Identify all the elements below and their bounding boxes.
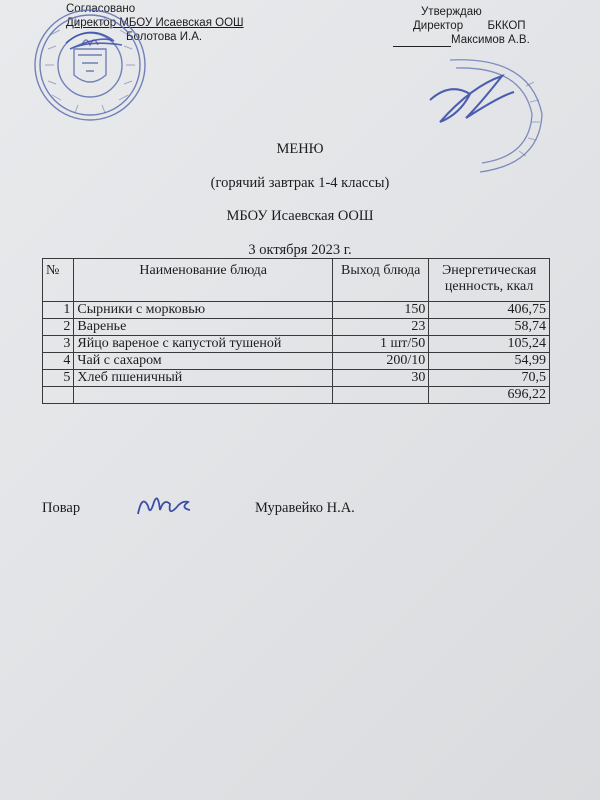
approve-name-line (393, 33, 530, 47)
row-number: 1 (43, 302, 74, 319)
row-number: 5 (43, 370, 74, 387)
page-title: МЕНЮ (276, 141, 324, 157)
school-name: МБОУ Исаевская ООШ (226, 208, 374, 224)
cook-name: Муравейко Н.А. (255, 500, 355, 516)
dish-output: 150 (332, 302, 428, 319)
approve-role-line (393, 19, 530, 33)
column-header-output: Выход блюда (332, 259, 428, 302)
dish-name: Хлеб пшеничный (74, 370, 333, 387)
menu-table (42, 258, 550, 404)
menu-date: 3 октября 2023 г. (248, 241, 352, 258)
cook-label: Повар (42, 500, 81, 516)
dish-kcal: 54,99 (429, 353, 550, 370)
column-header-energy: Энергетическая ценность, ккал (429, 259, 550, 302)
total-row (43, 387, 550, 404)
total-kcal: 696,22 (429, 387, 550, 404)
table-row (43, 302, 550, 319)
approval-director-name: Болотова И.А. (126, 31, 203, 43)
dish-output: 30 (332, 370, 428, 387)
table-row (43, 319, 550, 336)
menu-header (0, 141, 600, 275)
cook-signature (132, 488, 196, 522)
dish-name: Варенье (74, 319, 333, 336)
dish-kcal: 406,75 (429, 302, 550, 319)
approve-role: Директор (413, 20, 464, 32)
total-empty-cell (43, 387, 74, 404)
dish-output: 23 (332, 319, 428, 336)
column-header-number: № (43, 259, 74, 302)
table-row (43, 336, 550, 353)
menu-subtitle: (горячий завтрак 1-4 классы) (210, 174, 390, 191)
dish-name: Сырники с морковью (74, 302, 333, 319)
approve-org: БККОП (487, 20, 526, 32)
approval-block-right (393, 5, 530, 47)
table-row (43, 370, 550, 387)
dish-name: Яйцо вареное с капустой тушеной (74, 336, 333, 353)
dish-output: 1 шт/50 (332, 336, 428, 353)
total-empty-cell (332, 387, 428, 404)
row-number: 3 (43, 336, 74, 353)
column-header-dish: Наименование блюда (74, 259, 333, 302)
row-number: 2 (43, 319, 74, 336)
school-stamp (30, 5, 150, 125)
table-row (43, 353, 550, 370)
dish-kcal: 70,5 (429, 370, 550, 387)
total-empty-cell (74, 387, 333, 404)
dish-output: 200/10 (332, 353, 428, 370)
approval-label: Согласовано (66, 3, 136, 15)
approve-director-name: Максимов А.В. (451, 34, 530, 46)
dish-kcal: 105,24 (429, 336, 550, 353)
approval-director-line: Директор МБОУ Исаевская ООШ (66, 17, 244, 29)
table-header-row (43, 259, 550, 302)
approve-label: Утверждаю (421, 6, 482, 18)
dish-name: Чай с сахаром (74, 353, 333, 370)
dish-kcal: 58,74 (429, 319, 550, 336)
row-number: 4 (43, 353, 74, 370)
